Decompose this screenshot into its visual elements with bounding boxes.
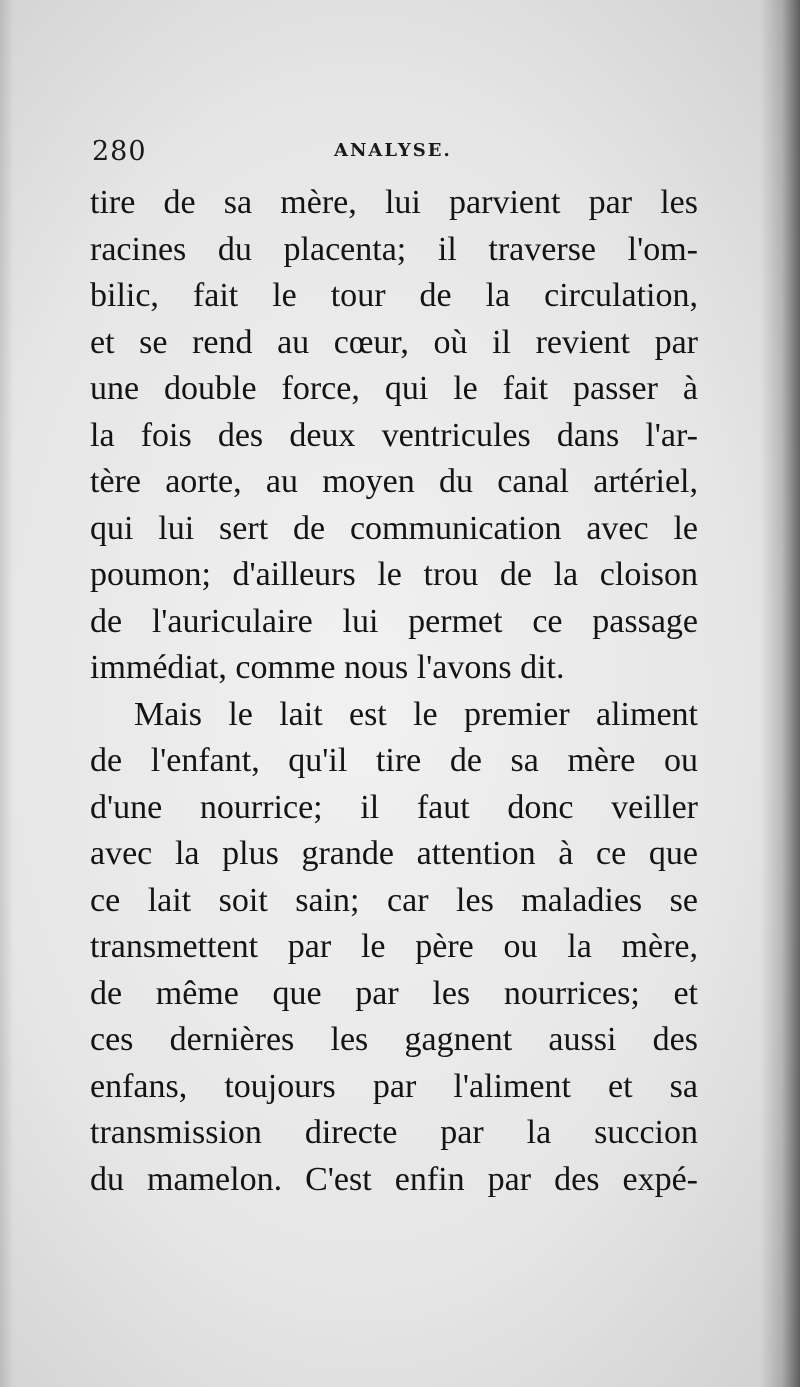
running-head: ANALYSE. [334,140,452,161]
page-gutter-shadow [0,0,14,1387]
page-edge-shadow [760,0,800,1387]
text-line: transmission directe par la succion [90,1114,698,1151]
text-line: transmettent par le père ou la mère, [90,928,698,965]
text-line: tire de sa mère, lui parvient par les [90,184,698,221]
text-line: et se rend au cœur, où il revient par [90,323,698,361]
text-line: bilic, fait le tour de la circulation, [90,277,698,314]
text-line: immédiat, comme nous l'avons dit. [90,649,565,686]
text-line: de même que par les nourrices; et [90,974,698,1012]
page-number: 280 [92,136,147,167]
text-line: une double force, qui le fait passer à [90,370,698,407]
text-line: qui lui sert de communication avec le [90,509,698,547]
text-line: de l'enfant, qu'il tire de sa mère ou [90,742,698,779]
body-text [90,180,698,1203]
text-line: d'une nourrice; il faut donc veiller [90,788,698,826]
text-line: tère aorte, au moyen du canal artériel, [90,463,698,500]
text-line: racines du placenta; il traverse l'om- [90,230,698,268]
text-line: du mamelon. C'est enfin par des expé- [90,1160,698,1198]
text-line: enfans, toujours par l'aliment et sa [90,1067,698,1105]
text-line: avec la plus grande attention à ce que [90,835,698,872]
text-line: ces dernières les gagnent aussi des [90,1021,698,1058]
text-line: de l'auriculaire lui permet ce passage [90,602,698,640]
text-line: la fois des deux ventricules dans l'ar- [90,416,698,454]
text-line: poumon; d'ailleurs le trou de la cloison [90,556,698,593]
page-header [92,132,697,168]
text-line: Mais le lait est le premier aliment [134,695,698,733]
text-line: ce lait soit sain; car les maladies se [90,881,698,919]
